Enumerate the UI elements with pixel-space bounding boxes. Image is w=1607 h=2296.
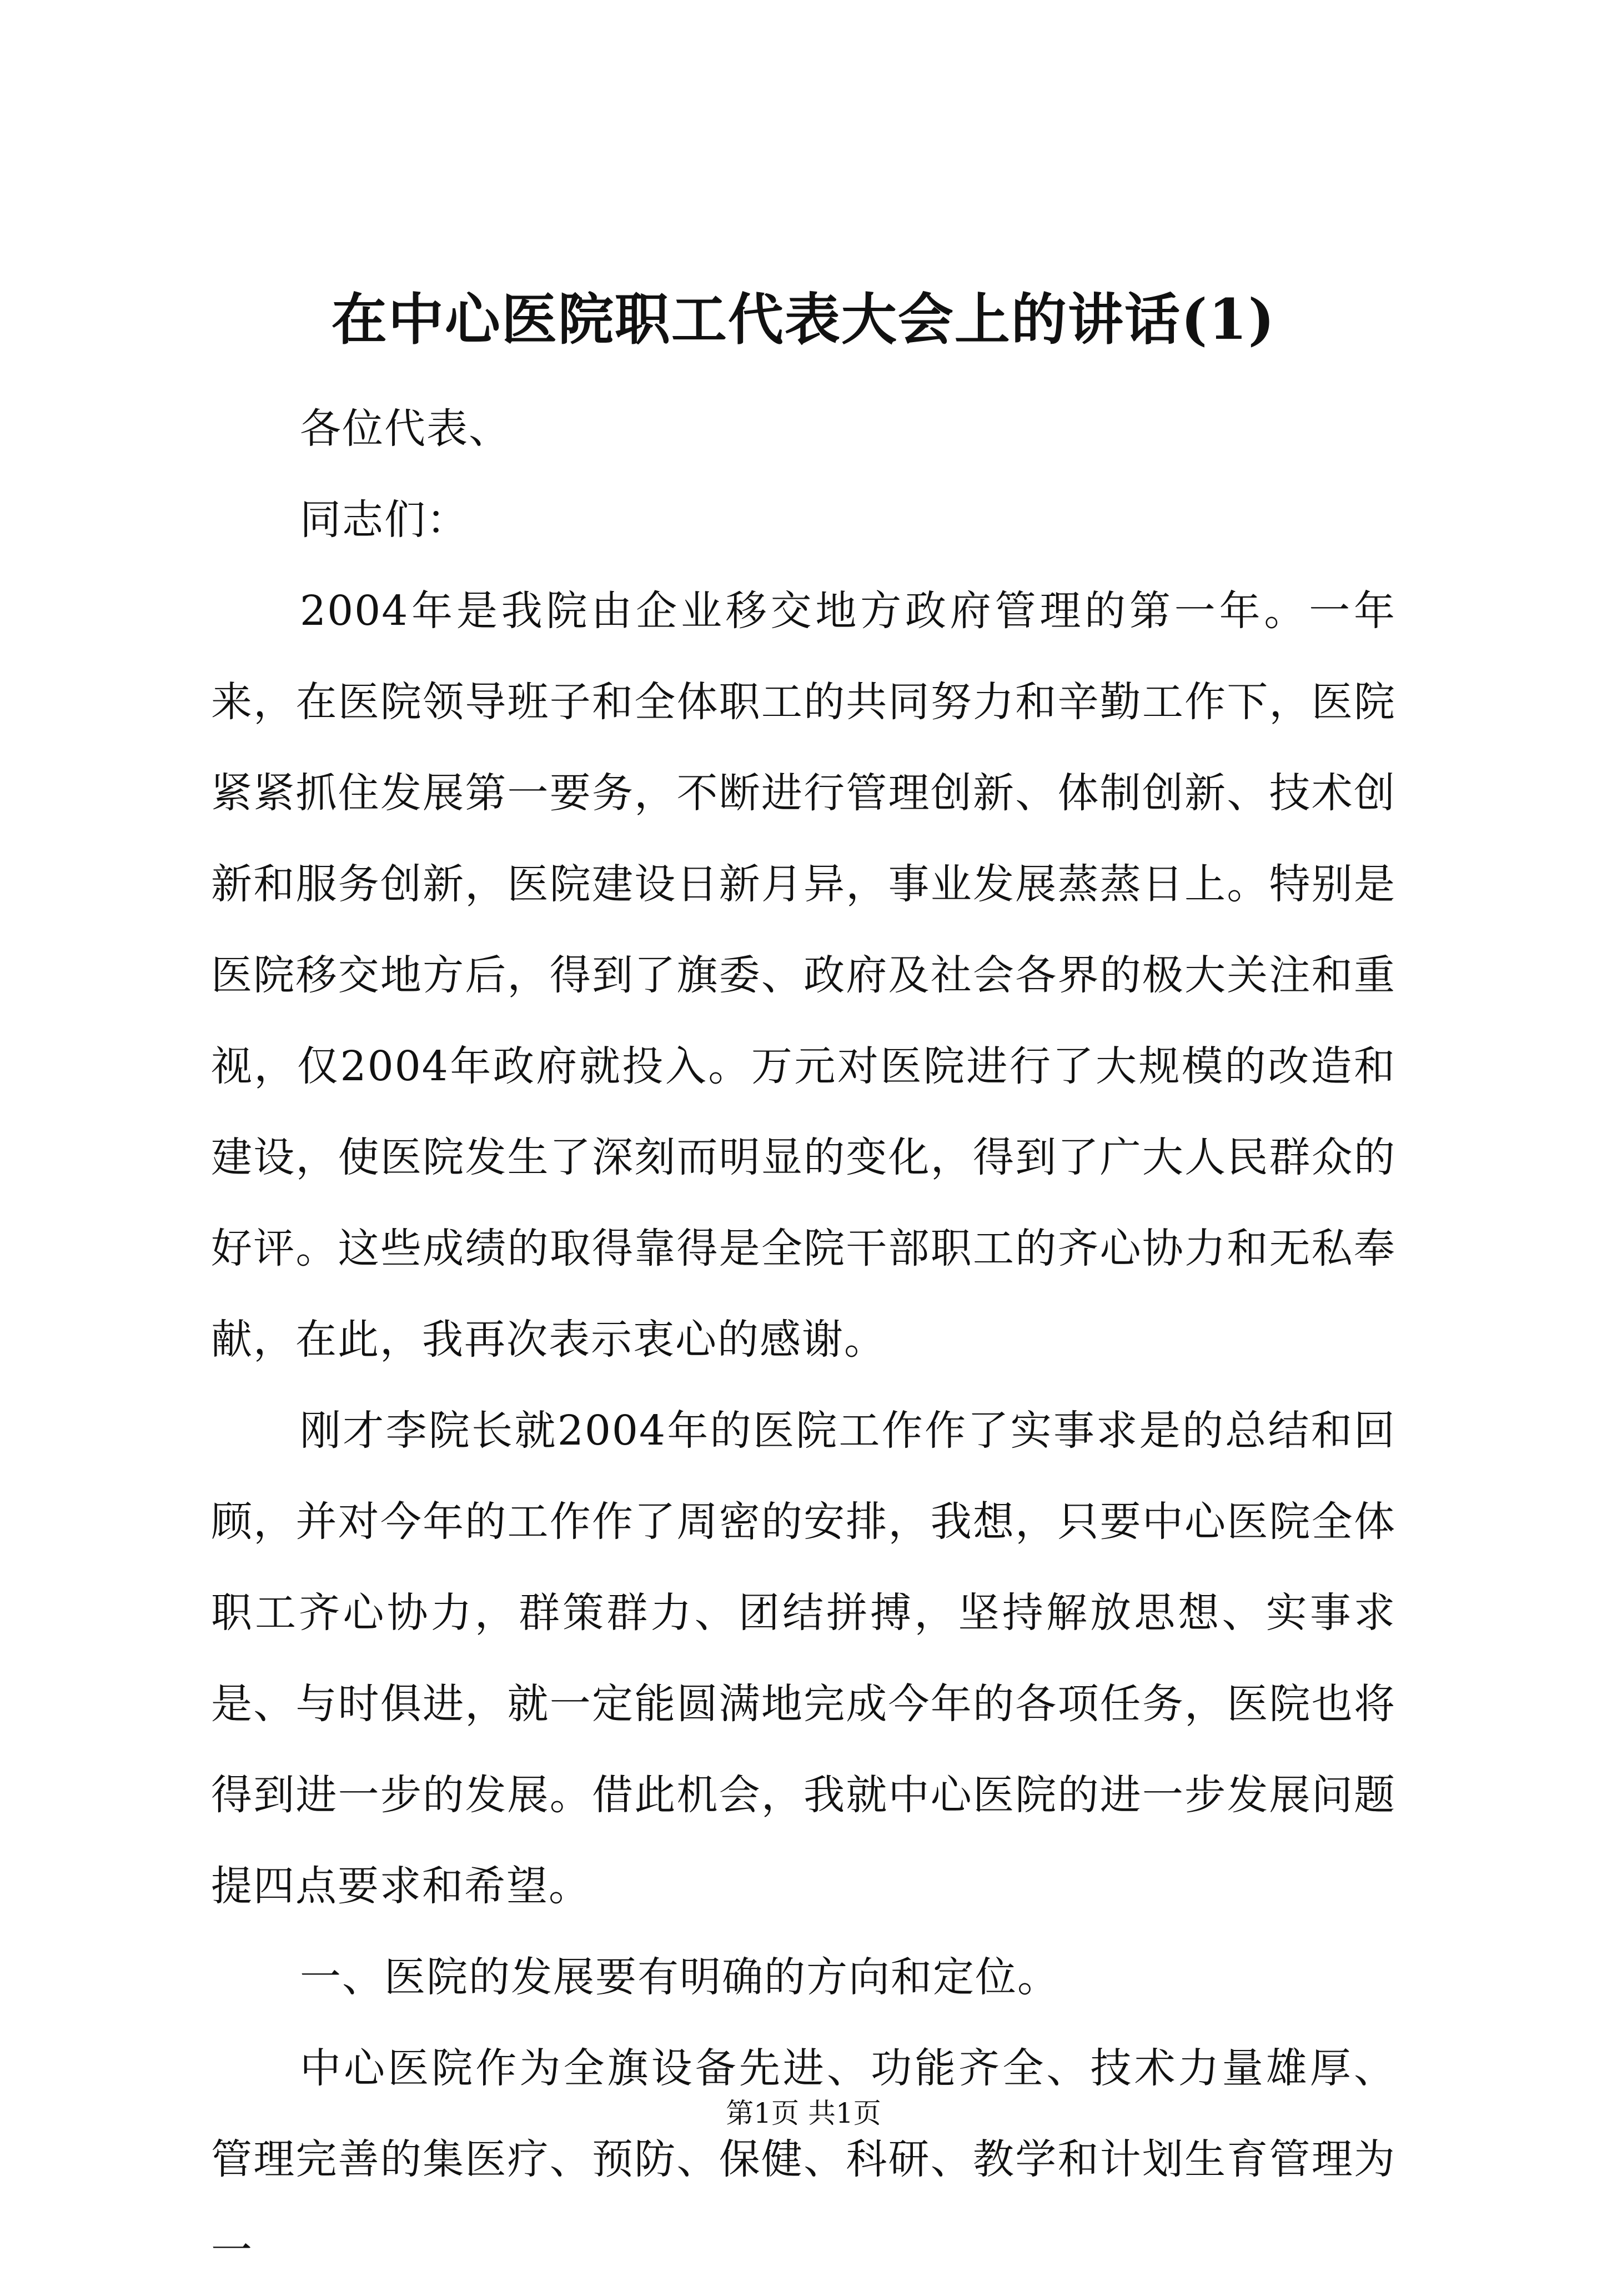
salutation-line-1: 各位代表、 [300,405,511,453]
body-paragraph: 2004年是我院由企业移交地方政府管理的第一年。一年来，在医院领导班子和全体职工的共同努力和辛勤工作下，医院紧紧抓住发展第一要务，不断进行管理创新、体制创新、技术创新和服务创新，医院建设日新月异，事业发展蒸蒸日上。特别是医院移交地方后，得到了旗委、政府及社会各界的极大关注和重视，仅2004年政府就投入。万元对医院进行了大规模的改造和建设，使医院发生了深刻而明显的变化，得到了广大人民群众的好评。这些成绩的取得靠得是全院干部职工的齐心协力和无私奉献，在此，我再次表示衷心的感谢。 [211,587,1396,1363]
page-footer: 第1页 共1页 [726,2097,881,2129]
document-title: 在中心医院职工代表大会上的讲话(1) [331,287,1276,352]
body-paragraph: 刚才李院长就2004年的医院工作作了实事求是的总结和回顾，并对今年的工作作了周密的安排，我想，只要中心医院全体职工齐心协力，群策群力、团结拼搏，坚持解放思想、实事求是、与时俱进，就一定能圆满地完成今年的各项任务，医院也将得到进一步的发展。借此机会，我就中心医院的进一步发展问题提四点要求和希望。 [211,1407,1396,1910]
salutation-line-2: 同志们： [300,496,469,544]
section-heading: 一、医院的发展要有明确的方向和定位。 [300,1953,1059,2001]
body-paragraph: 中心医院作为全旗设备先进、功能齐全、技术力量雄厚、管理完善的集医疗、预防、保健、科研、教学和计划生育管理为一 [211,2044,1396,2274]
document-body [211,383,1396,2296]
